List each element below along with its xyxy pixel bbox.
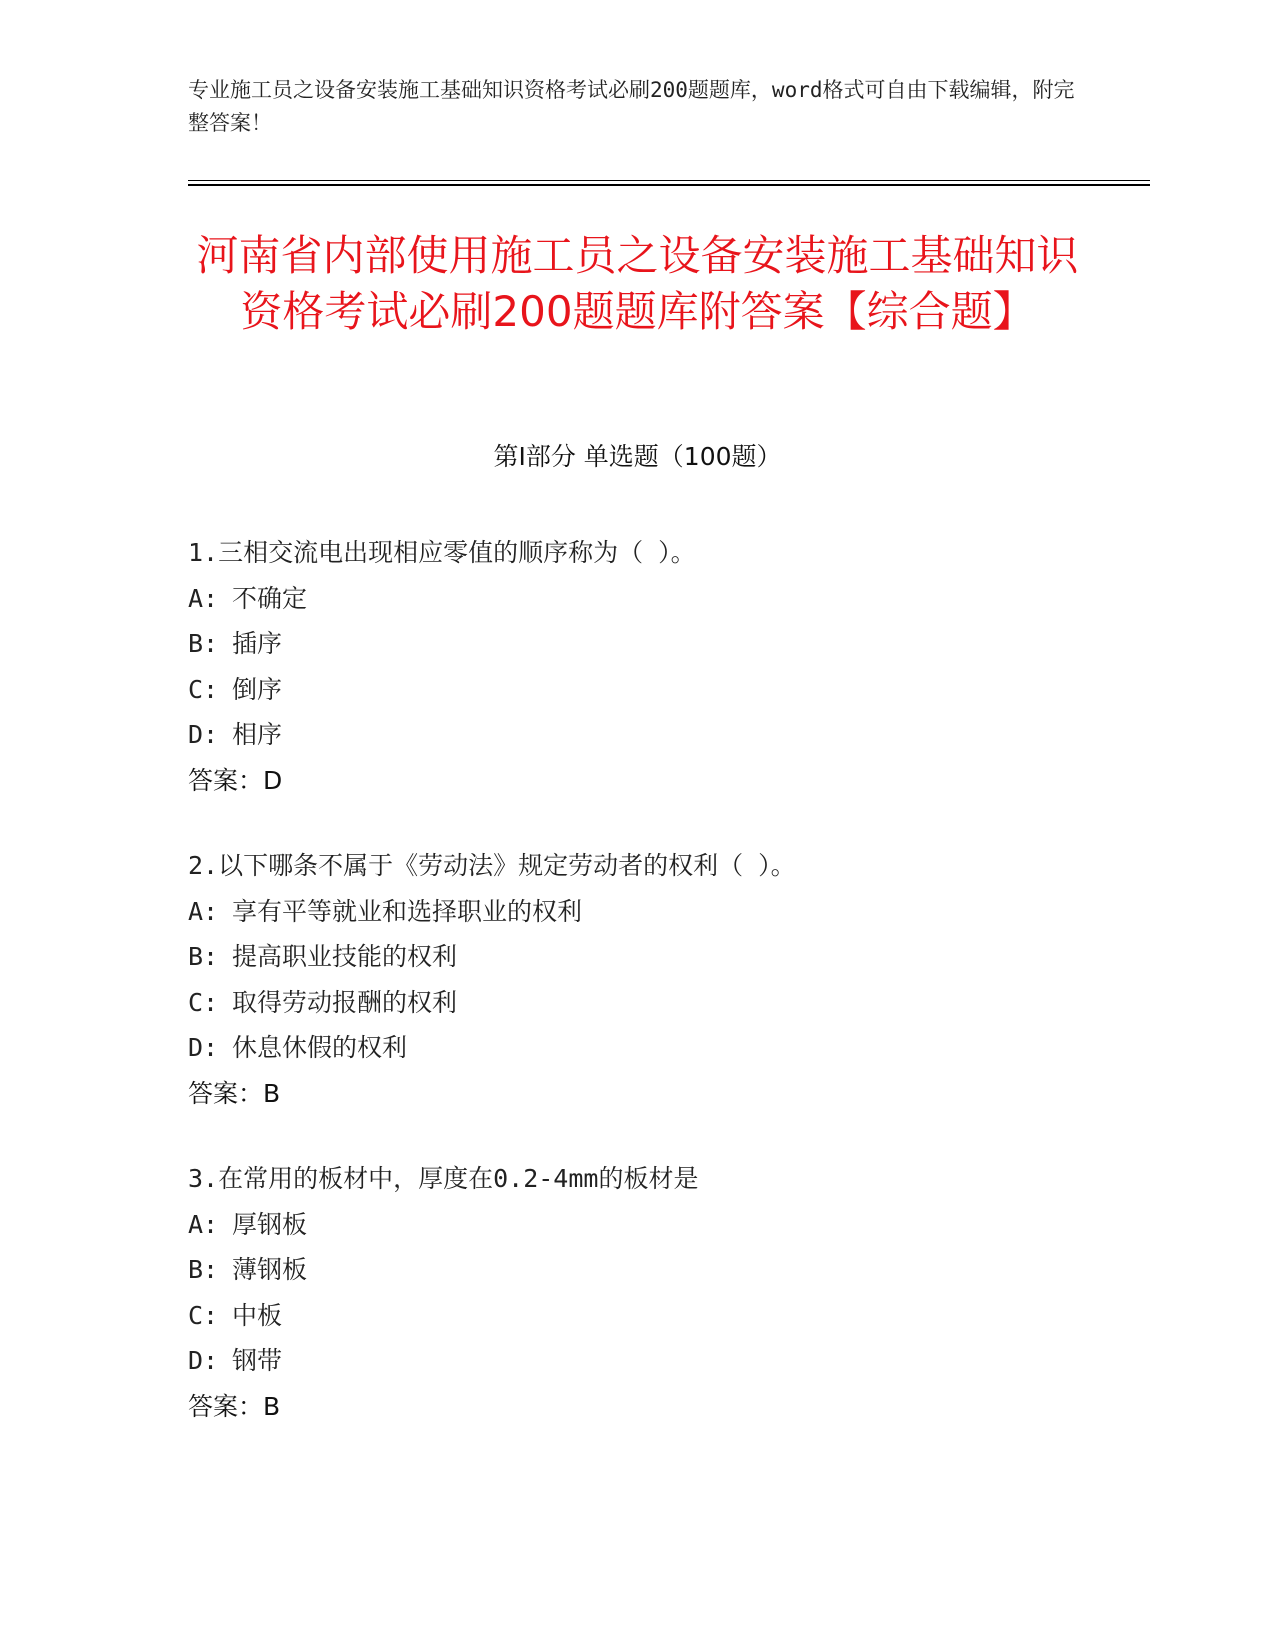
option-letter: A: xyxy=(188,1209,219,1239)
option-text: 钢带 xyxy=(232,1346,283,1375)
option-text: 休息休假的权利 xyxy=(232,1033,408,1062)
question-stem: 3.在常用的板材中，厚度在0.2-4mm的板材是 xyxy=(188,1164,699,1193)
question-list xyxy=(188,530,1148,1469)
question-1 xyxy=(188,530,1148,803)
option-a xyxy=(188,889,1148,935)
option-letter: B: xyxy=(188,1255,219,1284)
option-b xyxy=(188,621,1148,667)
option-letter: D: xyxy=(188,1033,219,1062)
header-note: 专业施工员之设备安装施工基础知识资格考试必刷200题题库，word格式可自由下载编辑，附完整答案！ xyxy=(188,78,1075,135)
option-b xyxy=(188,1247,1148,1293)
option-letter: A: xyxy=(188,583,219,613)
option-b xyxy=(188,934,1148,980)
option-letter: A: xyxy=(188,896,219,926)
question-3 xyxy=(188,1156,1148,1429)
option-d xyxy=(188,712,1148,758)
option-text: 插序 xyxy=(232,629,283,658)
option-c xyxy=(188,1293,1148,1339)
section-heading: 第I部分 单选题（100题） xyxy=(493,442,782,471)
option-text: 取得劳动报酬的权利 xyxy=(232,987,458,1017)
question-2 xyxy=(188,843,1148,1116)
option-letter: C: xyxy=(188,987,219,1017)
answer-line: 答案：B xyxy=(188,1391,281,1421)
answer-line: 答案：B xyxy=(188,1078,281,1108)
option-letter: C: xyxy=(188,674,219,704)
document-title: 河南省内部使用施工员之设备安装施工基础知识资格考试必刷200题题库附答案【综合题】 xyxy=(196,231,1079,336)
option-d xyxy=(188,1338,1148,1384)
question-stem: 1.三相交流电出现相应零值的顺序称为（ ）。 xyxy=(188,538,696,567)
option-letter: D: xyxy=(188,720,219,749)
option-text: 相序 xyxy=(232,720,283,749)
option-text: 薄钢板 xyxy=(232,1255,308,1284)
option-c xyxy=(188,667,1148,713)
answer-line: 答案：D xyxy=(188,765,283,795)
option-letter: C: xyxy=(188,1300,219,1330)
option-a xyxy=(188,1202,1148,1248)
option-text: 提高职业技能的权利 xyxy=(232,942,458,971)
option-text: 享有平等就业和选择职业的权利 xyxy=(232,896,583,926)
option-text: 不确定 xyxy=(232,583,308,613)
header-divider-thick xyxy=(188,184,1150,186)
question-stem: 2.以下哪条不属于《劳动法》规定劳动者的权利（ ）。 xyxy=(188,851,796,880)
option-a xyxy=(188,576,1148,622)
option-letter: B: xyxy=(188,942,219,971)
option-text: 倒序 xyxy=(232,674,283,704)
option-text: 厚钢板 xyxy=(232,1209,308,1239)
option-c xyxy=(188,980,1148,1026)
option-d xyxy=(188,1025,1148,1071)
option-text: 中板 xyxy=(232,1300,283,1330)
option-letter: B: xyxy=(188,629,219,658)
header-divider-thin xyxy=(188,180,1150,181)
option-letter: D: xyxy=(188,1346,219,1375)
